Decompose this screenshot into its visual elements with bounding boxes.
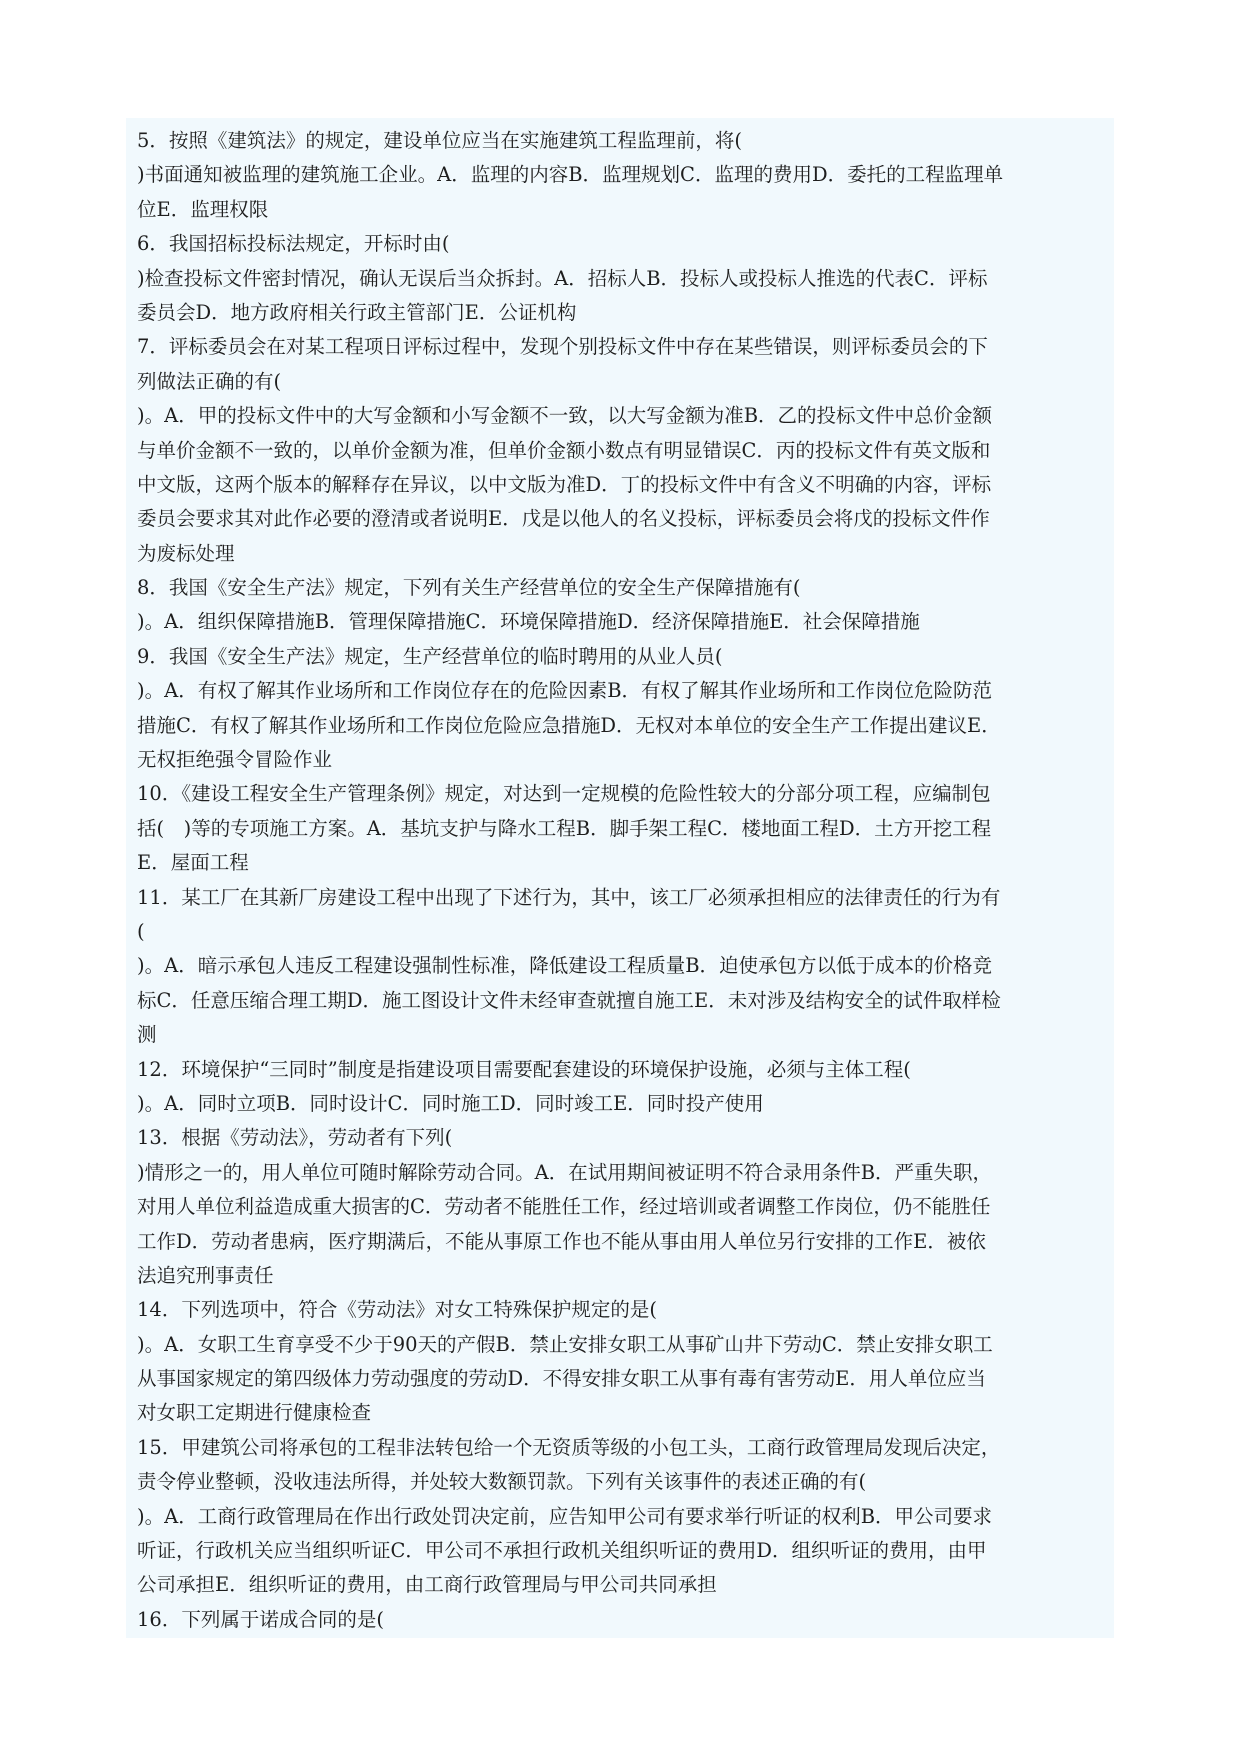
text-line: 9．我国《安全生产法》规定，生产经营单位的临时聘用的从业人员(	[137, 644, 723, 668]
text-line: 工作D．劳动者患病，医疗期满后，不能从事原工作也不能从事由用人单位另行安排的工作E．被依	[137, 1229, 986, 1253]
text-line: 10．《建设工程安全生产管理条例》规定，对达到一定规模的危险性较大的分部分项工程，应编制包	[137, 782, 991, 806]
text-line: 15．甲建筑公司将承包的工程非法转包给一个无资质等级的小包工头，工商行政管理局发现后决定，	[137, 1435, 1001, 1459]
text-line: 12．环境保护“三同时”制度是指建设项目需要配套建设的环境保护设施，必须与主体工程(	[137, 1057, 911, 1081]
text-line: 为废标处理	[137, 541, 235, 565]
text-line: 无权拒绝强令冒险作业	[137, 748, 333, 772]
text-line: 法追究刑事责任	[137, 1263, 274, 1287]
text-line: )书面通知被监理的建筑施工企业。A．监理的内容B．监理规划C．监理的费用D．委托的工程监理单	[137, 163, 1004, 187]
text-line: 16．下列属于诺成合同的是(	[137, 1607, 384, 1631]
text-line: 听证，行政机关应当组织听证C．甲公司不承担行政机关组织听证的费用D．组织听证的费用，由甲	[137, 1539, 987, 1563]
text-line: 公司承担E．组织听证的费用，由工商行政管理局与甲公司共同承担	[137, 1573, 717, 1597]
text-line: 7．评标委员会在对某工程项日评标过程中，发现个别投标文件中存在某些错误，则评标委员会的下	[137, 335, 988, 359]
text-line: 6．我国招标投标法规定，开标时由(	[137, 232, 450, 256]
text-line: )。A．同时立项B．同时设计C．同时施工D．同时竣工E．同时投产使用	[137, 1091, 764, 1115]
text-line: 委员会D．地方政府相关行政主管部门E．公证机构	[137, 300, 577, 324]
text-line: )。A．暗示承包人违反工程建设强制性标准，降低建设工程质量B．迫使承包方以低于成本的价格竞	[137, 954, 993, 978]
text-line: 5．按照《建筑法》的规定，建设单位应当在实施建筑工程监理前，将(	[137, 129, 743, 152]
text-line: 标C．任意压缩合理工期D．施工图设计文件未经审查就擅自施工E．未对涉及结构安全的试件取样检	[137, 988, 1001, 1012]
text-line: 与单价金额不一致的，以单价金额为准，但单价金额小数点有明显错误C．丙的投标文件有英文版和	[137, 438, 991, 462]
text-line: )。A．甲的投标文件中的大写金额和小写金额不一致，以大写金额为准B．乙的投标文件中总价金额	[137, 404, 993, 428]
text-line: 中文版，这两个版本的解释存在异议，以中文版为准D．丁的投标文件中有含义不明确的内容，评标	[137, 472, 992, 496]
text-line: 8．我国《安全生产法》规定，下列有关生产经营单位的安全生产保障措施有(	[137, 576, 801, 600]
text-line: )。A．女职工生育享受不少于90天的产假B．禁止安排女职工从事矿山井下劳动C．禁止安排女职工	[137, 1332, 993, 1356]
text-line: 列做法正确的有(	[137, 369, 282, 393]
text-line: 11．某工厂在其新厂房建设工程中出现了下述行为，其中，该工厂必须承担相应的法律责任的行为有	[137, 885, 1001, 909]
document-body	[137, 124, 1112, 1637]
text-line: )检查投标文件密封情况，确认无误后当众拆封。A．招标人B．投标人或投标人推选的代表C．评标	[137, 266, 988, 290]
text-line: 14．下列选项中，符合《劳动法》对女工特殊保护规定的是(	[137, 1298, 657, 1322]
text-line: 从事国家规定的第四级体力劳动强度的劳动D．不得安排女职工从事有毒有害劳动E．用人单位应当	[137, 1367, 986, 1391]
text-line: 对用人单位利益造成重大损害的C．劳动者不能胜任工作，经过培训或者调整工作岗位，仍不能胜任	[137, 1195, 991, 1219]
text-line: 措施C．有权了解其作业场所和工作岗位危险应急措施D．无权对本单位的安全生产工作提出建议E．	[137, 713, 1001, 737]
text-line: )情形之一的，用人单位可随时解除劳动合同。A．在试用期间被证明不符合录用条件B．严重失职，	[137, 1160, 993, 1184]
text-line: 位E．监理权限	[137, 197, 269, 221]
text-line: 括( )等的专项施工方案。A．基坑支护与降水工程B．脚手架工程C．楼地面工程D．土方开挖工程	[137, 816, 992, 840]
text-line: 对女职工定期进行健康检查	[137, 1401, 372, 1425]
text-line: E．屋面工程	[137, 851, 249, 875]
text-line: 测	[137, 1023, 157, 1047]
text-line: )。A．有权了解其作业场所和工作岗位存在的危险因素B．有权了解其作业场所和工作岗位危险防范	[137, 679, 993, 703]
text-line: )。A．工商行政管理局在作出行政处罚决定前，应告知甲公司有要求举行听证的权利B．甲公司要求	[137, 1504, 993, 1528]
text-line: 委员会要求其对此作必要的澄清或者说明E．戊是以他人的名义投标，评标委员会将戊的投标文件作	[137, 507, 990, 531]
text-line: 责令停业整顿，没收违法所得，并处较大数额罚款。下列有关该事件的表述正确的有(	[137, 1470, 867, 1494]
text-line: 13．根据《劳动法》，劳动者有下列(	[137, 1126, 453, 1150]
text-line: )。A．组织保障措施B．管理保障措施C．环境保障措施D．经济保障措施E．社会保障措施	[137, 610, 920, 634]
text-line: (	[137, 919, 145, 943]
